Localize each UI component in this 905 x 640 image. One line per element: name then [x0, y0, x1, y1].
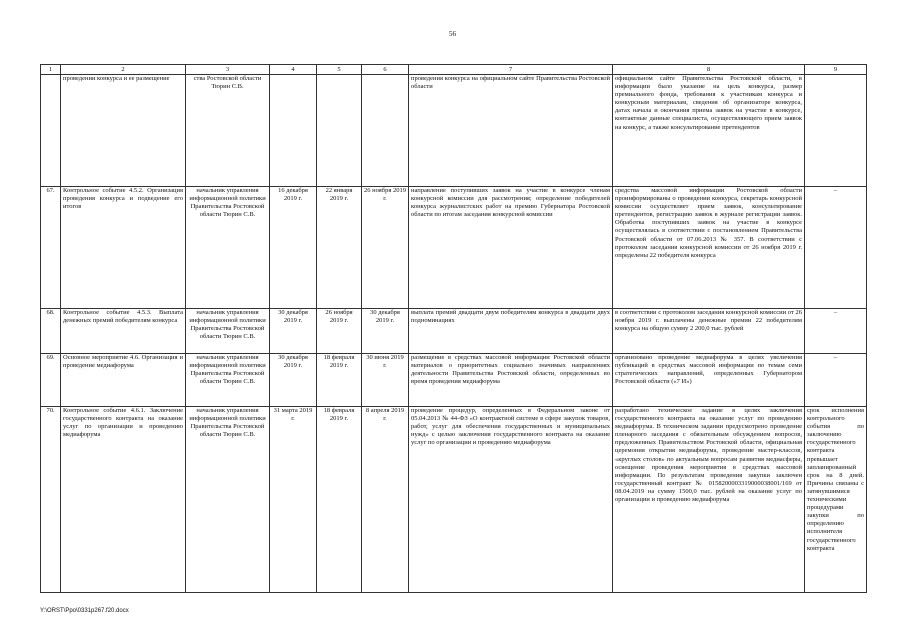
actual-start-date: 18 февраля 2019 г.	[317, 354, 362, 407]
report-table	[40, 64, 867, 593]
actual-start-date: 18 февраля 2019 г.	[317, 407, 362, 593]
column-header: 4	[270, 65, 317, 75]
column-header: 1	[41, 65, 61, 75]
event-name: проведении конкурса и ее размещение	[61, 75, 186, 187]
actual-start-date	[317, 75, 362, 187]
column-header: 9	[805, 65, 867, 75]
note: –	[805, 354, 867, 407]
row-number	[41, 75, 61, 187]
actual-start-date: 26 ноября 2019 г.	[317, 309, 362, 354]
row-number: 67.	[41, 187, 61, 309]
actual-end-date: 30 июня 2019 г.	[362, 354, 409, 407]
file-path-footer: Y:\ORST\Ppo\0331p267.f20.docx	[40, 608, 129, 614]
table-row	[41, 187, 867, 309]
event-name: Контрольное событие 4.5.2. Организация проведения конкурса и подведение его итогов	[61, 187, 186, 309]
note: –	[805, 187, 867, 309]
event-result: в соответствии с протоколом заседания конкурсной комиссии от 26 ноября 2019 г. выплачены денежные премии 22 победителям конкурса на общую сумму 2 200,0 тыс. рублей	[613, 309, 805, 354]
event-description: проведение процедур, определенных в Федеральном законе от 05.04.2013 № 44-ФЗ «О контрактной системе в сфере закупок товаров, работ, услуг для обеспечения государственных и муниципальных нужд» с целью заключения государственного контракта на оказание услуг по организации и проведению медиафорума	[409, 407, 613, 593]
actual-end-date: 30 декабря 2019 г.	[362, 309, 409, 354]
row-number: 69.	[41, 354, 61, 407]
column-header: 2	[61, 65, 186, 75]
event-result: средства массовой информации Ростовской области проинформированы о проведении конкурса, секретарь конкурсной комиссии осуществляет прием заявок, консультирование претендентов, регистрацию заявок в журнале регистрации заявок. Обработка поступивших заявок на участие в конкурсе осуществлялась в соответствии с постановлением Правительства Ростовской области от 07.06.2013 № 357. В соответствии с протоколом заседания конкурсной комиссии от 26 ноября 2019 г. определены 22 победителя конкурса	[613, 187, 805, 309]
planned-date: 16 декабря 2019 г.	[270, 187, 317, 309]
planned-date: 31 марта 2019 г.	[270, 407, 317, 593]
column-header: 7	[409, 65, 613, 75]
event-result: официальном сайте Правительства Ростовской области, в информации было указание на цель конкурса, размер премиального фонда, требования к участникам конкурса и конкурсным материалам, сведения об организаторе конкурса, датах начала и окончания приема заявок на участие в конкурсе, контактные данные специалиста, осуществляющего прием заявок на конкурс, а также консультирование претендентов	[613, 75, 805, 187]
event-name: Контрольное событие 4.6.1. Заключение государственного контракта на оказание услуг по организации и проведению медиафорума	[61, 407, 186, 593]
column-header: 3	[186, 65, 270, 75]
event-result: разработано техническое задание в целях заключения государственного контракта на оказание услуг по проведению медиафорума. В техническом задании предусмотрено проведение пленарного заседания с обязательным обсуждением вопросов, предложенных Правительством Ростовской области, официальная церемония открытия медиафорума, проведение мастер-классов, «круглых столов» по актуальным вопросам развития медиасферы, освещение проведения мероприятия в средствах массовой информации. По результатам проведения закупки заключен государственный контракт № 0158200003319000038001/169 от 08.04.2019 на сумму 1500,0 тыс. рублей на оказание услуг по организации и проведению медиафорума	[613, 407, 805, 593]
note	[805, 75, 867, 187]
note: срок исполнения контрольного события по заключению государственного контракта превышает запланированный срок на 8 дней. Причины связаны с затянувшимися техническими процедурами закупки по определению исполнителя государственного контракта	[805, 407, 867, 593]
responsible-person: ства Ростовской области Тюрин С.В.	[186, 75, 270, 187]
event-name: Контрольное событие 4.5.3. Выплата денежных премий победителям конкурса	[61, 309, 186, 354]
event-description: размещение в средствах массовой информации Ростовской области материалов о приоритетных социально значимых направлениях деятельности Правительства Ростовской области, определенных во время проведения медиафорума	[409, 354, 613, 407]
actual-end-date	[362, 75, 409, 187]
actual-end-date: 8 апреля 2019 г.	[362, 407, 409, 593]
planned-date	[270, 75, 317, 187]
table-row	[41, 309, 867, 354]
page-number: 56	[449, 30, 456, 38]
actual-start-date: 22 января 2019 г.	[317, 187, 362, 309]
table-row	[41, 75, 867, 187]
row-number: 68.	[41, 309, 61, 354]
event-name: Основное мероприятие 4.6. Организация и проведение медиафорума	[61, 354, 186, 407]
header-row	[41, 65, 867, 75]
event-result: организовано проведение медиафорума в целях увеличения публикаций в средствах массовой информации по темам семи стратегических направлений, определенных Губернатором Ростовской области («7 И»)	[613, 354, 805, 407]
column-header: 8	[613, 65, 805, 75]
responsible-person: начальник управления информационной политики Правительства Ростовской области Тюрин С.В.	[186, 407, 270, 593]
responsible-person: начальник управления информационной политики Правительства Ростовской области Тюрин С.В.	[186, 187, 270, 309]
table-row	[41, 354, 867, 407]
table-row	[41, 407, 867, 593]
actual-end-date: 26 ноября 2019 г.	[362, 187, 409, 309]
responsible-person: начальник управления информационной политики Правительства Ростовской области Тюрин С.В.	[186, 354, 270, 407]
planned-date: 30 декабря 2019 г.	[270, 354, 317, 407]
row-number: 70.	[41, 407, 61, 593]
event-description: проведения конкурса на официальном сайте Правительства Ростовской области	[409, 75, 613, 187]
event-description: направление поступивших заявок на участие в конкурсе членам конкурсной комиссии для рассмотрения; определение победителей конкурса журналистских работ на премию Губернатора Ростовской области по итогам заседания конкурсной комиссии	[409, 187, 613, 309]
column-header: 5	[317, 65, 362, 75]
event-description: выплата премий двадцати двум победителям конкурса в двадцати двух подноминациях	[409, 309, 613, 354]
note: –	[805, 309, 867, 354]
planned-date: 30 декабря 2019 г.	[270, 309, 317, 354]
column-header: 6	[362, 65, 409, 75]
responsible-person: начальник управления информационной политики Правительства Ростовской области Тюрин С.В.	[186, 309, 270, 354]
